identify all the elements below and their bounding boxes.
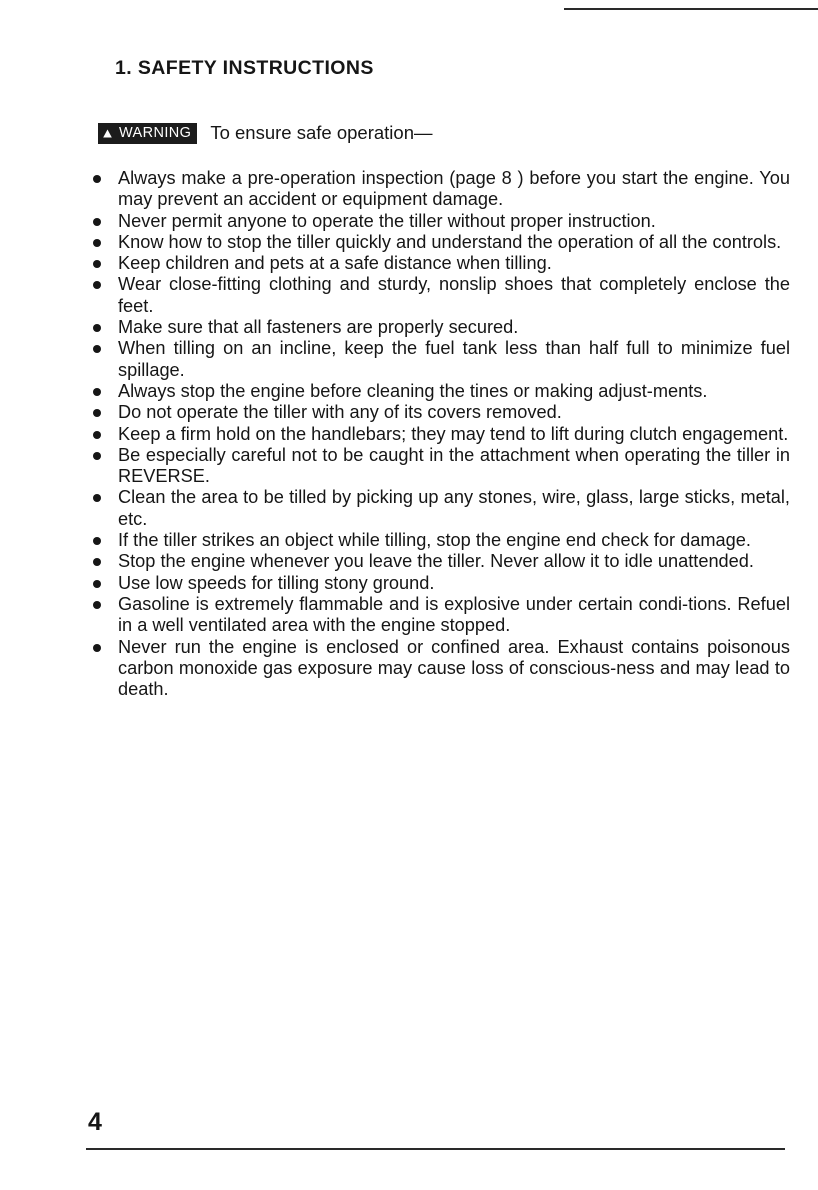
safety-instructions-list xyxy=(90,168,790,700)
instruction-item: Never run the engine is enclosed or confined area. Exhaust contains poisonous carbon monoxide gas exposure may cause loss of conscious-ness and may lead to death. xyxy=(90,637,790,701)
instruction-item: Stop the engine whenever you leave the tiller. Never allow it to idle unattended. xyxy=(90,551,790,572)
warning-badge xyxy=(98,123,197,144)
bottom-rule xyxy=(86,1148,785,1150)
instruction-item: Clean the area to be tilled by picking up any stones, wire, glass, large sticks, metal, etc. xyxy=(90,487,790,530)
warning-triangle-icon xyxy=(103,129,112,138)
instruction-item: Gasoline is extremely flammable and is explosive under certain condi-tions. Refuel in a well ventilated area with the engine stopped. xyxy=(90,594,790,637)
section-title: 1. SAFETY INSTRUCTIONS xyxy=(115,57,374,79)
instruction-item: If the tiller strikes an object while tilling, stop the engine end check for damage. xyxy=(90,530,790,551)
instruction-item: Use low speeds for tilling stony ground. xyxy=(90,573,790,594)
warning-badge-label: WARNING xyxy=(119,125,192,141)
instruction-item: Do not operate the tiller with any of its covers removed. xyxy=(90,402,790,423)
instruction-item: Make sure that all fasteners are properly secured. xyxy=(90,317,790,338)
instruction-item: Never permit anyone to operate the tiller without proper instruction. xyxy=(90,211,790,232)
instruction-item: Always make a pre-operation inspection (page 8 ) before you start the engine. You may prevent an accident or equipment damage. xyxy=(90,168,790,211)
page-number: 4 xyxy=(88,1108,102,1136)
instruction-item: Wear close-fitting clothing and sturdy, nonslip shoes that completely enclose the feet. xyxy=(90,274,790,317)
instruction-item: Keep a firm hold on the handlebars; they may tend to lift during clutch engagement. xyxy=(90,424,790,445)
instruction-item: Keep children and pets at a safe distance when tilling. xyxy=(90,253,790,274)
instruction-item: Know how to stop the tiller quickly and understand the operation of all the controls. xyxy=(90,232,790,253)
warning-line xyxy=(98,122,432,144)
warning-text: To ensure safe operation— xyxy=(210,122,433,143)
top-rule xyxy=(564,8,818,10)
instruction-item: Be especially careful not to be caught in the attachment when operating the tiller in REVERSE. xyxy=(90,445,790,488)
instruction-item: When tilling on an incline, keep the fuel tank less than half full to minimize fuel spillage. xyxy=(90,338,790,381)
instruction-item: Always stop the engine before cleaning the tines or making adjust-ments. xyxy=(90,381,790,402)
